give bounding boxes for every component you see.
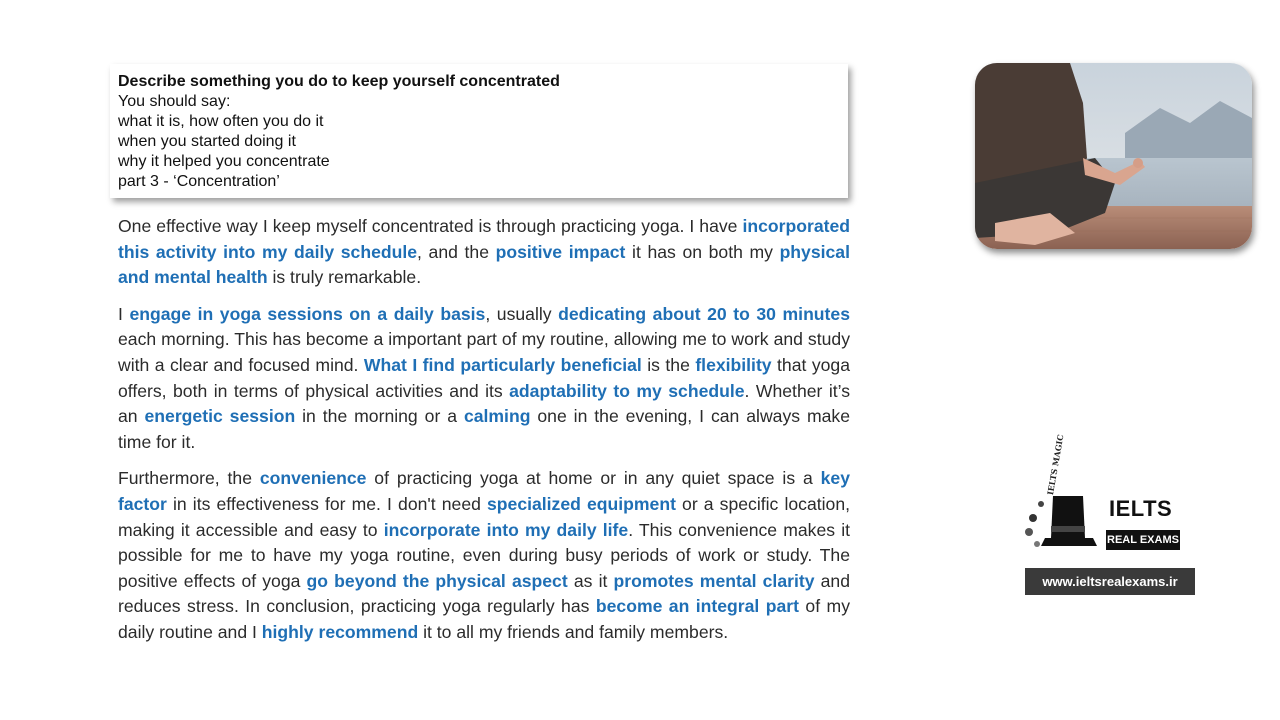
answer-paragraph	[118, 302, 850, 456]
highlighted-phrase: key factor	[118, 468, 850, 514]
cue-card	[110, 64, 848, 198]
answer-text: is the	[641, 354, 696, 375]
highlighted-phrase: What I find particularly beneficial	[363, 354, 642, 375]
highlighted-phrase: specialized equipment	[487, 493, 676, 514]
highlighted-phrase: calming	[463, 406, 531, 427]
yoga-photo	[975, 63, 1252, 249]
answer-text: One effective way I keep myself concentrated is through practicing yoga. I have	[118, 216, 743, 236]
cue-card-line: when you started doing it	[118, 133, 296, 150]
ielts-real-exams-logo	[1023, 433, 1183, 562]
answer-text: , usually	[485, 303, 559, 324]
highlighted-phrase: incorporated this activity into my daily schedule	[118, 216, 850, 262]
highlighted-phrase: engage in yoga sessions on a daily basis	[129, 303, 486, 324]
logo-title: IELTS	[1109, 496, 1173, 521]
answer-text: each morning. This has become a important part of my routine, allowing me to work and study with a clear and focused mind.	[118, 329, 850, 375]
highlighted-phrase: incorporate into my daily life	[383, 519, 629, 540]
highlighted-phrase: convenience	[259, 468, 367, 489]
answer-text: that yoga offers, both in terms of physical activities and its	[118, 354, 850, 401]
highlighted-phrase: physical and mental health	[118, 241, 850, 288]
highlighted-phrase: dedicating about 20 to 30 minutes	[558, 303, 850, 324]
website-url[interactable]: www.ieltsrealexams.ir	[1025, 568, 1195, 595]
yoga-meditation-photo	[975, 63, 1252, 249]
highlighted-phrase: become an integral part	[595, 596, 799, 617]
cue-card-title: Describe something you do to keep yourself concentrated	[118, 73, 560, 90]
top-hat-icon	[1023, 492, 1107, 562]
highlighted-phrase: energetic session	[144, 406, 296, 427]
cue-card-line: part 3 - ‘Concentration’	[118, 173, 280, 190]
answer-text: in its effectiveness for me. I don't need	[166, 493, 487, 514]
highlighted-phrase: adaptability to my schedule	[509, 380, 745, 401]
answer-text: Furthermore, the	[118, 468, 260, 489]
highlighted-phrase: highly recommend	[261, 621, 419, 642]
highlighted-phrase: promotes mental clarity	[613, 570, 815, 591]
answer-text: is truly remarkable.	[267, 267, 422, 288]
cue-card-line: why it helped you concentrate	[118, 153, 330, 170]
answer-text: it to all my friends and family members.	[418, 621, 729, 642]
answer-text: in the morning or a	[295, 406, 464, 427]
answer-text: I	[118, 303, 130, 324]
answer-paragraph	[118, 214, 850, 291]
answer-text: of practicing yoga at home or in any quiet space is a	[366, 468, 821, 489]
answer-text: it has on both my	[625, 241, 780, 262]
cue-card-line: what it is, how often you do it	[118, 113, 324, 130]
model-answer	[118, 214, 850, 657]
cue-card-line: You should say:	[118, 93, 231, 110]
answer-text: as it	[567, 570, 614, 591]
logo-arc-text: IELTS MAGIC	[1045, 433, 1066, 496]
answer-text: . Whether it’s an	[118, 380, 850, 427]
answer-text: one in the evening, I can always make time for it.	[118, 406, 850, 452]
answer-paragraph	[118, 466, 850, 645]
highlighted-phrase: positive impact	[495, 241, 626, 262]
answer-text: , and the	[417, 241, 496, 262]
answer-text: of my daily routine and I	[118, 596, 850, 642]
answer-text: or a specific location, making it accessible and easy to	[118, 493, 850, 540]
highlighted-phrase: go beyond the physical aspect	[306, 570, 568, 591]
answer-text: and reduces stress. In conclusion, practicing yoga regularly has	[118, 570, 850, 617]
answer-text: . This convenience makes it possible for me to have my yoga routine, even during busy periods of work or study. The positive effects of yoga	[118, 519, 850, 591]
highlighted-phrase: flexibility	[695, 354, 772, 375]
logo-subtitle: REAL EXAMS	[1106, 530, 1180, 550]
